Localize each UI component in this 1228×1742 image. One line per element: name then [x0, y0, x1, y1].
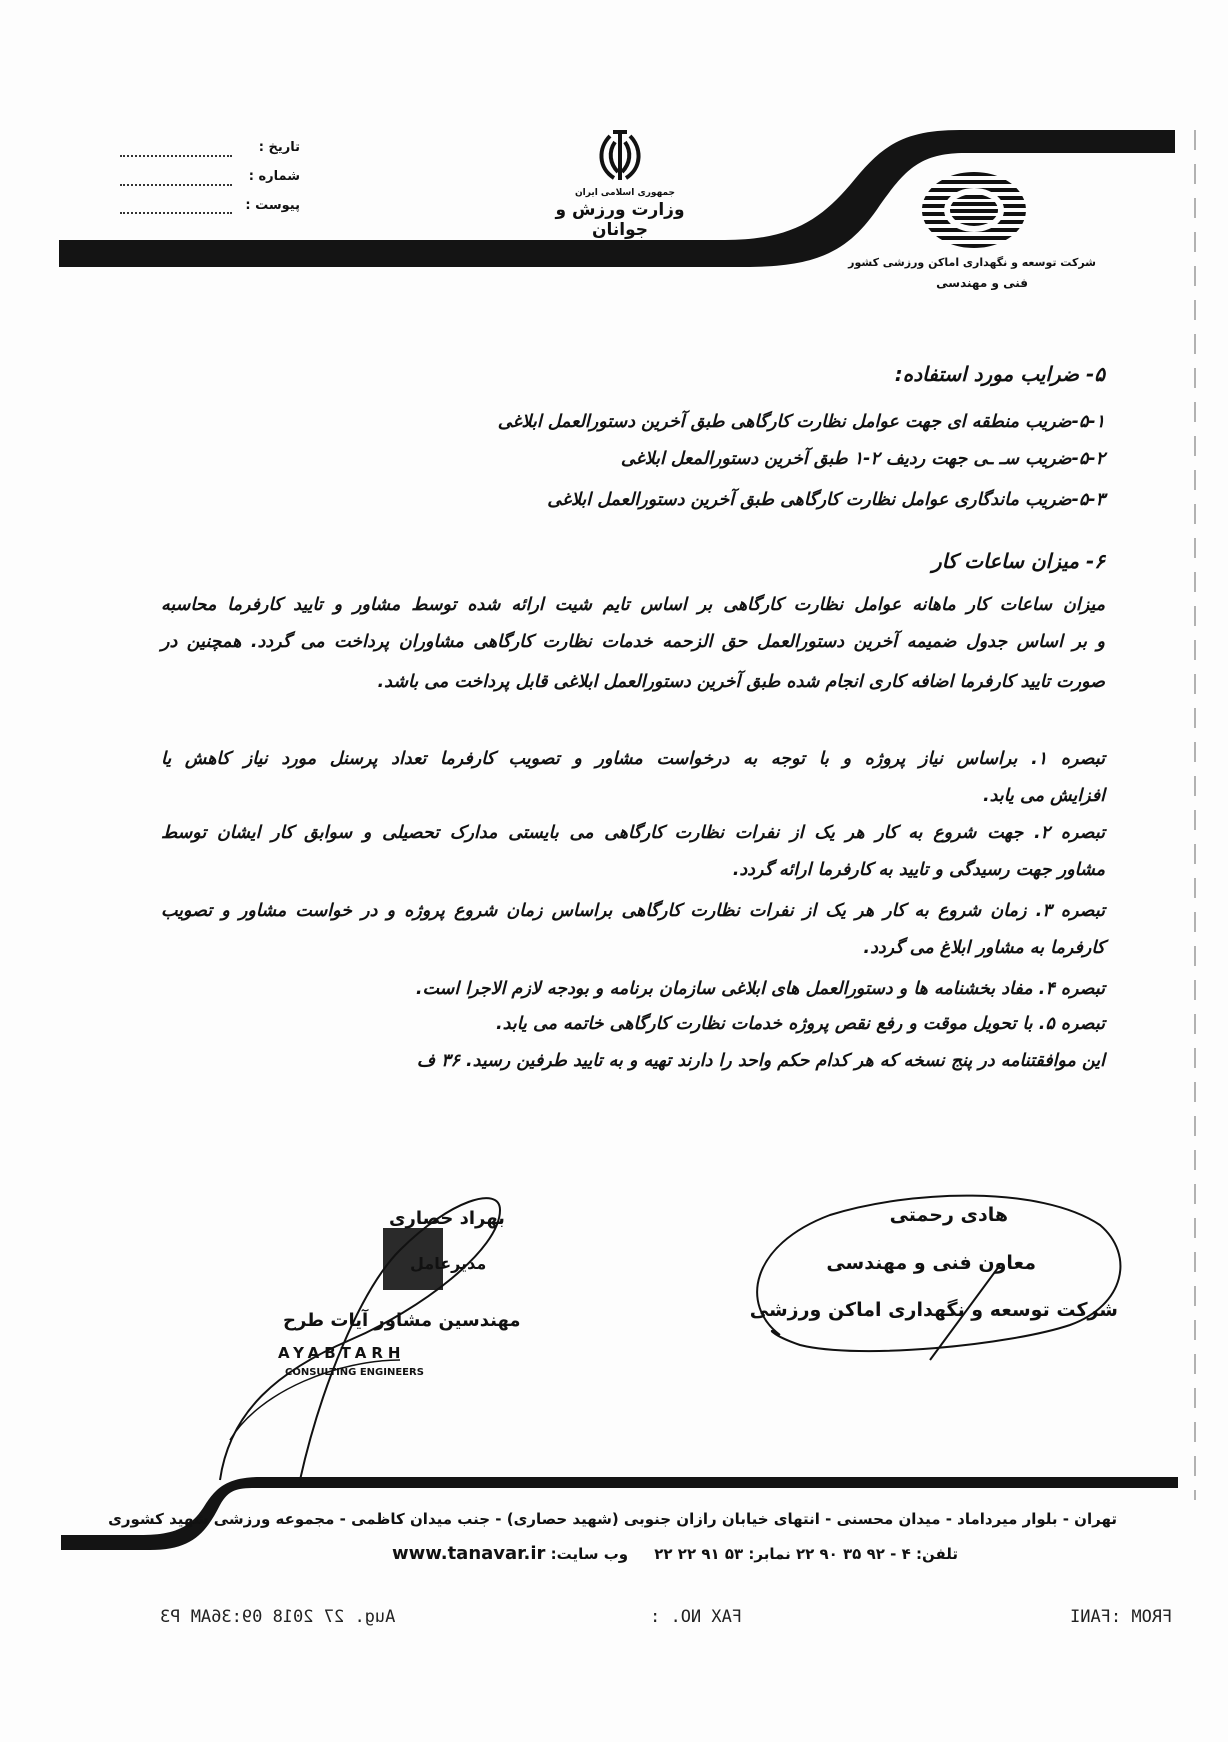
footer-website-label: وب سایت: — [550, 1545, 629, 1563]
fax-number: FAX NO. : — [650, 1607, 743, 1627]
footer-phone: تلفن: ۴ - ۹۲ ۳۵ ۹۰ ۲۲ نمابر: ۵۳ ۹۱ ۲۲ ۲۲ — [654, 1545, 958, 1563]
section6-paragraph-line: و بر اساس جدول ضمیمه آخرین دستورالعمل حق الزحمه خدمات نظارت کارگاهی مشاوران پرداخت می گردد. همچنین در — [161, 632, 1105, 652]
section5-item: ۵-۳-ضریب ماندگاری عوامل نظارت کارگاهی طبق آخرین دستورالعمل ابلاغی — [547, 490, 1105, 510]
iran-emblem-icon — [596, 128, 644, 184]
signer-title-left: مدیرعامل — [410, 1254, 487, 1273]
section5-item: ۵-۱-ضریب منطقه ای جهت عوامل نظارت کارگاهی طبق آخرین دستورالعمل ابلاغی — [497, 412, 1105, 432]
note-line: تبصره ۴. مفاد بخشنامه ها و دستورالعمل های ابلاغی سازمان برنامه و بودجه لازم الاجرا است. — [415, 979, 1105, 999]
section5-heading: ۵- ضرایب مورد استفاده: — [894, 362, 1105, 386]
signer-title-right: معاون فنی و مهندسی — [826, 1252, 1036, 1274]
attachment-field — [120, 212, 232, 214]
footer-website[interactable]: www.tanavar.ir — [392, 1543, 546, 1564]
fax-from: FROM :FANI — [1070, 1607, 1173, 1627]
note-line: تبصره ۳. زمان شروع به کار هر یک از نفرات نظارت کارگاهی براساس زمان شروع پروژه و در خواست مشاور و تصویب — [161, 901, 1106, 921]
number-field — [120, 184, 232, 186]
fax-datetime: Aug. 27 2018 09:36AM P3 — [160, 1607, 396, 1627]
note-line: تبصره ۵. با تحویل موقت و رفع نقص پروژه خدمات نظارت کارگاهی خاتمه می یابد. — [496, 1014, 1105, 1034]
date-field — [120, 155, 232, 157]
ministry-name: وزارت ورزش و جوانان — [555, 200, 685, 240]
footer-contact — [392, 1543, 958, 1564]
section6-heading: ۶- میزان ساعات کار — [932, 549, 1105, 573]
number-label: شماره : — [248, 169, 300, 184]
consultant-latin-name: AYABTARH — [278, 1344, 406, 1362]
footer-address: تهران - بلوار میرداماد - میدان محسنی - انتهای خیابان رازان جنوبی (شهید حصاری) - جنب میدان کاظمی - مجموعه ورزشی شهید کشوری — [108, 1510, 1117, 1528]
section6-paragraph-line: میزان ساعات کار ماهانه عوامل نظارت کارگاهی بر اساس تایم شیت ارائه شده توسط مشاور و تایید کارفرما محاسبه — [161, 595, 1105, 615]
signer-name-left: بهراد حصاری — [389, 1208, 505, 1229]
note-line: تبصره ۲. جهت شروع به کار هر یک از نفرات نظارت کارگاهی می بایستی مدارک تحصیلی و سوابق کار ایشان توسط — [161, 823, 1105, 843]
signer-org-left: مهندسین مشاور آیات طرح — [283, 1310, 521, 1331]
note-line: مشاور جهت رسیدگی و تایید به کارفرما ارائه گردد. — [732, 860, 1105, 880]
company-name: شرکت توسعه و نگهداری اماکن ورزشی کشور — [848, 256, 1096, 269]
signature-scribble-left — [200, 1190, 560, 1490]
note-line: افزایش می یابد. — [983, 786, 1105, 806]
closing-line: این موافقتنامه در پنج نسخه که هر کدام حکم واحد را دارند تهیه و به تایید طرفین رسید. ۳۶ ف — [416, 1051, 1105, 1071]
note-line: کارفرما به مشاور ابلاغ می گردد. — [863, 938, 1105, 958]
signer-org-right: شرکت توسعه و نگهداری اماکن ورزشی — [749, 1299, 1118, 1321]
date-label: تاریخ : — [258, 140, 300, 155]
note-line: تبصره ۱. براساس نیاز پروژه و با توجه به درخواست مشاور و تصویب کارفرما تعداد پرسنل مورد نیاز کاهش یا — [161, 749, 1105, 769]
department-name: فنی و مهندسی — [936, 276, 1028, 290]
attachment-label: پیوست : — [245, 198, 300, 213]
section6-paragraph-line: صورت تایید کارفرما اضافه کاری انجام شده طبق آخرین دستورالعمل ابلاغی قابل پرداخت می باشد. — [377, 672, 1105, 692]
section5-item: ۵-۲-ضریب سـ ـی جهت ردیف ۲-۱ طبق آخرین دستورالمعل ابلاغی — [620, 449, 1105, 469]
company-logo-icon — [920, 170, 1028, 250]
consultant-latin-sub: CONSULTING ENGINEERS — [285, 1367, 424, 1378]
ministry-country: جمهوری اسلامی ایران — [574, 188, 676, 198]
signer-name-right: هادی رحمتی — [889, 1204, 1008, 1226]
